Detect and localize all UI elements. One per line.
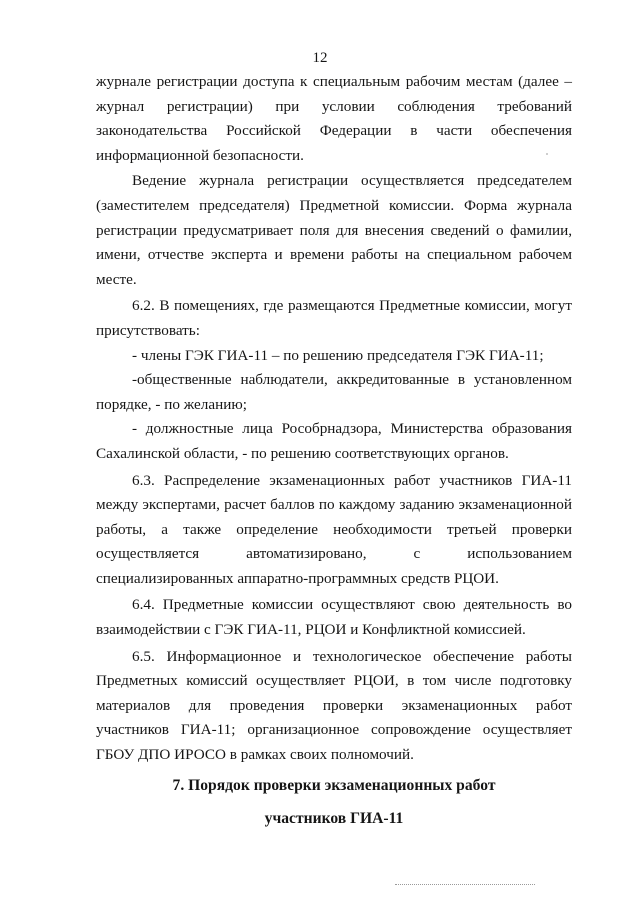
scan-artifact — [546, 153, 548, 155]
section-heading-line2: участников ГИА-11 — [264, 810, 404, 828]
scan-edge-artifact — [395, 884, 535, 886]
body-text — [96, 70, 572, 832]
paragraph-6-3: 6.3. Распределение экзаменационных работ участников ГИА-11 между экспертами, расчет баллов по каждому заданию экзаменационной работы, а также определение необходимости третьей проверки осуществляется автоматизировано, с использованием специализированных аппаратно-программных средств РЦОИ. — [96, 471, 572, 587]
list-item-observers: -общественные наблюдатели, аккредитованные в установленном порядке, - по желанию; — [96, 371, 572, 413]
section-heading-line1: 7. Порядок проверки экзаменационных работ — [172, 776, 496, 794]
page-number: 12 — [312, 50, 328, 66]
list-item-officials: - должностные лица Рособрнадзора, Министерства образования Сахалинской области, - по решению соответствующих органов. — [96, 420, 572, 462]
paragraph-journal-keeping: Ведение журнала регистрации осуществляется председателем (заместителем председателя) Предметной комиссии. Форма журнала регистрации предусматривает поля для внесения сведений о фамилии, имени, отчестве эксперта и времени работы на специальном рабочем месте. — [96, 172, 572, 288]
list-item-gek-members: - члены ГЭК ГИА-11 – по решению председателя ГЭК ГИА-11; — [132, 346, 544, 364]
paragraph-6-4: 6.4. Предметные комиссии осуществляют свою деятельность во взаимодействии с ГЭК ГИА-11, РЦОИ и Конфликтной комиссией. — [96, 596, 572, 639]
paragraph-6-2: 6.2. В помещениях, где размещаются Предметные комиссии, могут присутствовать: — [96, 297, 572, 339]
paragraph-journal-access: журнале регистрации доступа к специальным рабочим местам (далее – журнал регистрации) при условии соблюдения требований законодательства Российской Федерации в части обеспечения информационной безопасности. — [96, 73, 572, 164]
paragraph-6-5: 6.5. Информационное и технологическое обеспечение работы Предметных комиссий осуществляет РЦОИ, в том числе подготовку материалов для проведения проверки экзаменационных работ участников ГИА-11; организационное сопровождение осуществляет ГБОУ ДПО ИРОСО в рамках своих полномочий. — [96, 647, 572, 764]
